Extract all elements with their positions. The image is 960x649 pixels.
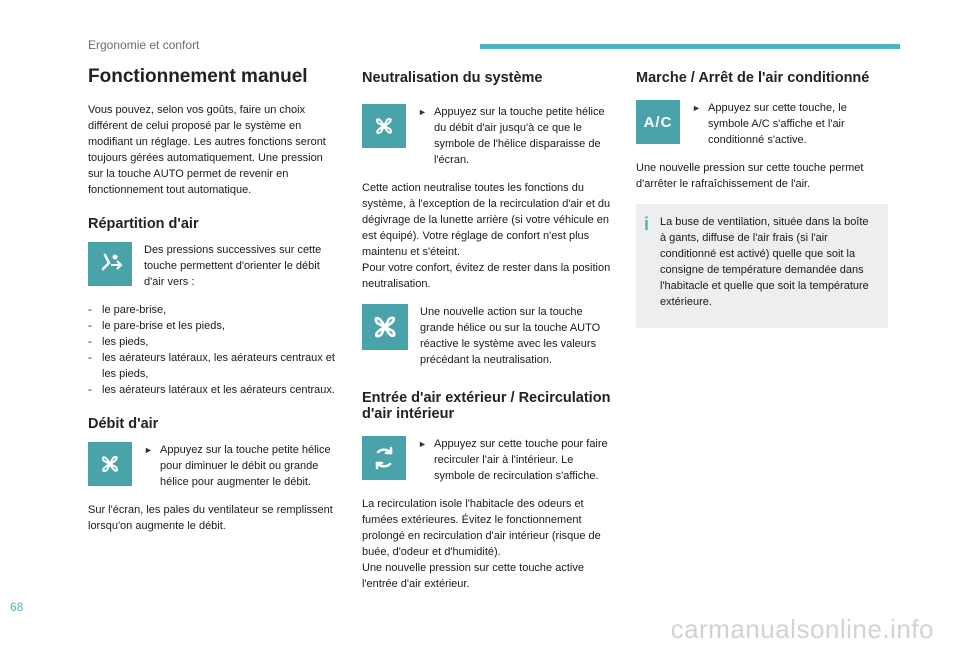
neutral-step: Appuyez sur la touche petite hélice du débit d'air jusqu'à ce que le symbole de l'hélice disparaisse de l'écran. [434,106,605,166]
entree-heading: Entrée d'air extérieur / Recirculation d'air intérieur [362,390,611,422]
column-3 [636,66,888,328]
list-item: - les aérateurs latéraux, les aérateurs centraux et les pieds, [88,350,340,382]
list-item: - les pieds, [88,334,340,350]
page-title: Fonctionnement manuel [88,66,308,87]
bullet-arrow: ► [692,103,701,113]
reactivate-text: Une nouvelle action sur la touche grande hélice ou sur la touche AUTO réactive le système avec les valeurs précédant la neutralisation. [420,306,601,366]
neutral-heading: Neutralisation du système [362,70,543,86]
info-note [636,204,888,328]
repartition-row [88,242,340,290]
bullet-arrow: ► [144,445,153,455]
entree-text: La recirculation isole l'habitacle des odeurs et fumées extérieures. Évitez le fonctionnement prolongé en recirculation d'air intérieur (risque de buée, d'odeur et d'humidité). [362,498,601,558]
bullet-arrow: ► [418,439,427,449]
fan-small-icon [362,104,406,148]
page-number: 68 [10,600,24,614]
watermark: carmanualsonline.info [670,614,934,644]
ac-icon: A/C [636,100,680,144]
debit-after-text: Sur l'écran, les pales du ventilateur se remplissent lorsqu'on augmente le débit. [88,504,333,532]
entree-row [362,436,614,484]
debit-row [88,442,340,490]
entree-step: Appuyez sur cette touche pour faire recirculer l'air à l'intérieur. Le symbole de recirculation s'affiche. [434,438,608,482]
bullet-arrow: ► [418,107,427,117]
repartition-text: Des pressions successives sur cette touche permettent d'orienter le débit d'air vers : [144,244,322,288]
ac-text: Une nouvelle pression sur cette touche permet d'arrêter le rafraîchissement de l'air. [636,162,864,190]
note-text: La buse de ventilation, située dans la boîte à gants, diffuse de l'air frais (si l'air conditionné est activé) quelle que soit la consigne de température demandée dans l'habitacle et quelle que soit la température extérieure. [660,216,869,308]
section-title: Ergonomie et confort [88,38,200,52]
neutral-row [362,104,614,168]
neutral-text-2: Pour votre confort, évitez de rester dans la position neutralisation. [362,262,611,290]
ac-row [636,100,888,148]
debit-step: Appuyez sur la touche petite hélice pour diminuer le débit ou grande hélice pour augmenter le débit. [160,444,331,488]
column-2 [362,66,614,592]
repartition-list [88,302,340,398]
list-item: - les aérateurs latéraux et les aérateurs centraux. [88,382,340,398]
list-item: - le pare-brise et les pieds, [88,318,340,334]
neutral-text: Cette action neutralise toutes les fonctions du système, à l'exception de la recirculation d'air et du dégivrage de la lunette arrière (si votre véhicule en est équipé). Votre réglage de confort n'est plus maintenu et s'éteint. [362,182,611,258]
column-1 [88,66,340,534]
fan-large-icon [362,304,408,350]
header-accent-bar [480,44,900,49]
list-item: - le pare-brise, [88,302,340,318]
fan-small-icon [88,442,132,486]
info-icon: i [644,214,650,234]
ac-step: Appuyez sur cette touche, le symbole A/C s'affiche et l'air conditionné s'active. [708,102,847,146]
ac-heading: Marche / Arrêt de l'air conditionné [636,70,870,86]
entree-text-2: Une nouvelle pression sur cette touche active l'entrée d'air extérieur. [362,562,584,590]
intro-paragraph: Vous pouvez, selon vos goûts, faire un choix différent de celui proposé par le système en modifiant un réglage. Les autres fonctions seront toujours gérées automatiquement. Une pression sur la touche AUTO permet de revenir en fonctionnement tout automatique. [88,104,326,196]
recirculation-icon [362,436,406,480]
air-distribution-icon [88,242,132,286]
repartition-heading: Répartition d'air [88,216,199,232]
reactivate-row [362,304,614,368]
debit-heading: Débit d'air [88,416,159,432]
